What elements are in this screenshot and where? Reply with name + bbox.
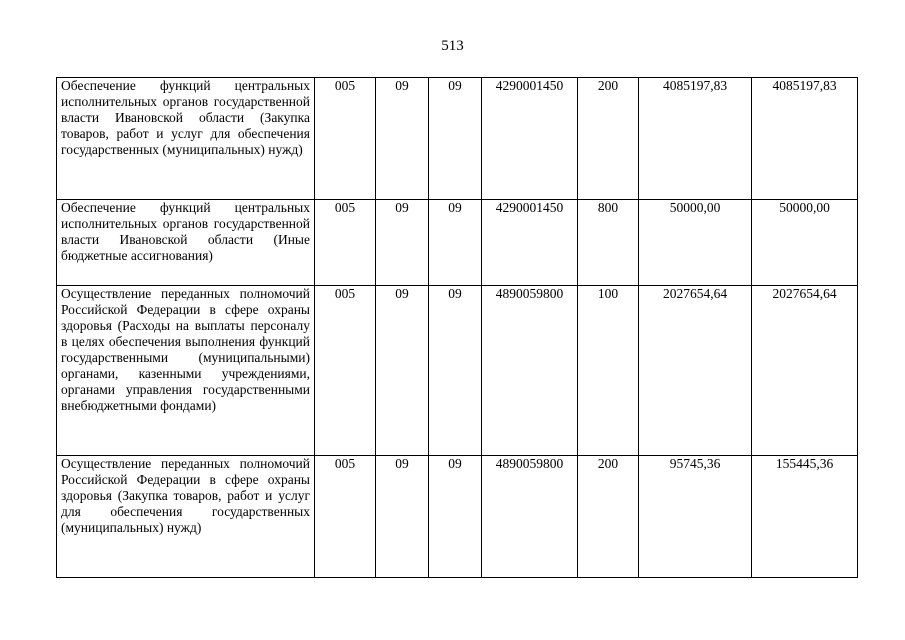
expense-type-code: 200 (578, 78, 639, 200)
amount-1: 95745,36 (639, 456, 752, 578)
expense-type-code: 800 (578, 200, 639, 286)
subsection-code: 09 (429, 456, 482, 578)
subsection-code: 09 (429, 78, 482, 200)
ministry-code: 005 (315, 286, 376, 456)
page-number: 513 (441, 38, 464, 54)
table-row (57, 286, 858, 456)
amount-2: 2027654,64 (752, 286, 858, 456)
amount-2: 4085197,83 (752, 78, 858, 200)
subsection-code: 09 (429, 200, 482, 286)
section-code: 09 (376, 78, 429, 200)
target-article-code: 4890059800 (482, 456, 578, 578)
section-code: 09 (376, 200, 429, 286)
row-description: Обеспечение функций центральных исполнительных органов государственной власти Ивановской области (Иные бюджетные ассигнования) (57, 200, 315, 286)
section-code: 09 (376, 286, 429, 456)
amount-2: 50000,00 (752, 200, 858, 286)
ministry-code: 005 (315, 456, 376, 578)
row-description: Обеспечение функций центральных исполнительных органов государственной власти Ивановской области (Закупка товаров, работ и услуг для обеспечения государственных (муниципальных) нужд) (57, 78, 315, 200)
table-row (57, 78, 858, 200)
amount-1: 2027654,64 (639, 286, 752, 456)
amount-2: 155445,36 (752, 456, 858, 578)
ministry-code: 005 (315, 78, 376, 200)
row-description: Осуществление переданных полномочий Российской Федерации в сфере охраны здоровья (Закупка товаров, работ и услуг для обеспечения государственных (муниципальных) нужд) (57, 456, 315, 578)
expense-type-code: 100 (578, 286, 639, 456)
table-row (57, 200, 858, 286)
expense-type-code: 200 (578, 456, 639, 578)
subsection-code: 09 (429, 286, 482, 456)
budget-table (56, 77, 858, 578)
section-code: 09 (376, 456, 429, 578)
amount-1: 4085197,83 (639, 78, 752, 200)
target-article-code: 4890059800 (482, 286, 578, 456)
target-article-code: 4290001450 (482, 200, 578, 286)
ministry-code: 005 (315, 200, 376, 286)
row-description: Осуществление переданных полномочий Российской Федерации в сфере охраны здоровья (Расходы на выплаты персоналу в целях обеспечения выполнения функций государственными (муниципальными) органами, казенными учреждениями, органами управления государственными внебюджетными фондами) (57, 286, 315, 456)
table-row (57, 456, 858, 578)
target-article-code: 4290001450 (482, 78, 578, 200)
amount-1: 50000,00 (639, 200, 752, 286)
